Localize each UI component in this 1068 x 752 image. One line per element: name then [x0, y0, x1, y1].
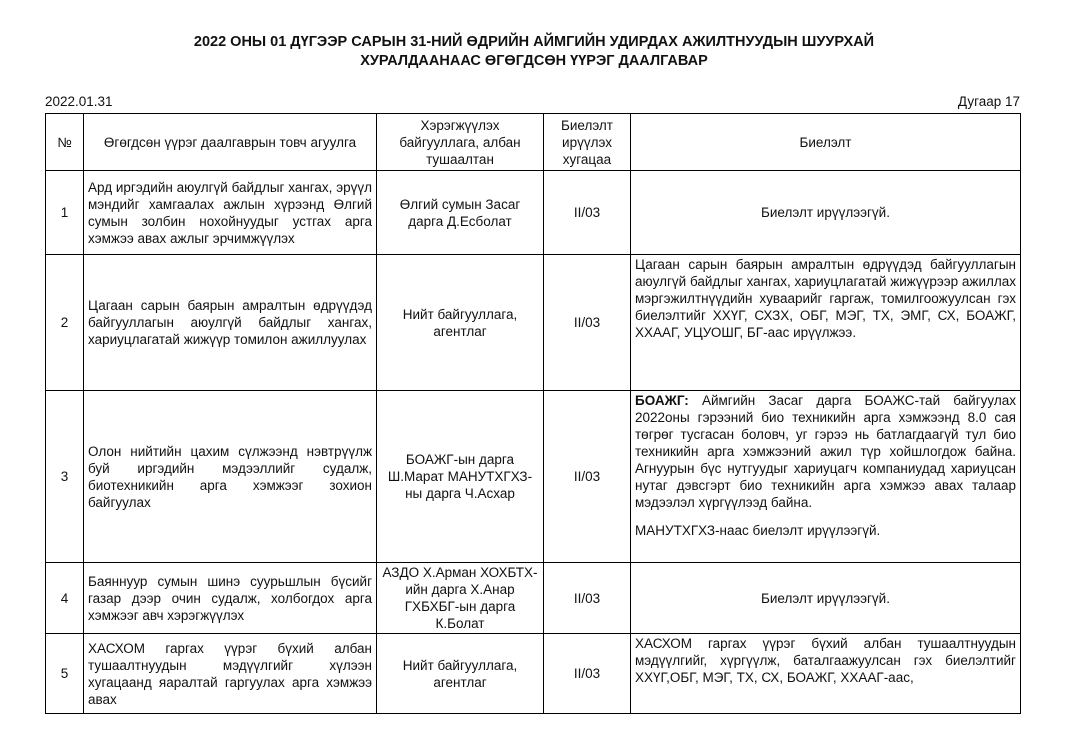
- row-content: Цагаан сарын баярын амралтын өдрүүдэд байгууллагын аюулгүй байдлыг хангах, хариуцлагатай жижүүр томилон ажиллуулах: [84, 255, 377, 391]
- row-number: 4: [46, 563, 84, 634]
- row-result: Биелэлт ирүүлээгүй.: [631, 171, 1021, 255]
- document-title: [0, 33, 1068, 71]
- header-content: Өгөгдсөн үүрэг даалгаврын товч агуулга: [84, 114, 377, 171]
- row-result: Цагаан сарын баярын амралтын өдрүүдэд байгууллагын аюулгүй байдлыг хангах, хариуцлагатай жижүүрээр ажиллах мэргэжилтнүүдийн хуваарийг гаргаж, томилгоожуулсан гэх биелэлтийг ХХҮГ, СХЗХ, ОБГ, МЭГ, ТХ, ЭМГ, СХ, БОАЖГ, ХХААГ, УЦУОШГ, БГ-аас ирүүлжээ.: [631, 255, 1021, 391]
- row-deadline: II/03: [544, 563, 631, 634]
- title-line-1: 2022 ОНЫ 01 ДҮГЭЭР САРЫН 31-НИЙ ӨДРИЙН АЙМГИЙН УДИРДАХ АЖИЛТНУУДЫН ШУУРХАЙ: [193, 34, 875, 50]
- row-number: 2: [46, 255, 84, 391]
- assignments-table: [45, 113, 1021, 714]
- result-org-label: БОАЖГ:: [635, 393, 689, 408]
- header-deadline: Биелэлт ирүүлэх хугацаа: [544, 114, 631, 171]
- result-paragraph: [635, 392, 1016, 511]
- table-row: [46, 255, 1021, 391]
- row-result: ХАСХОМ гаргах үүрэг бүхий албан тушаалтнуудын мэдүүлгийг, хүргүүлж, баталгаажуулсан гэх биелэлтийг ХХҮГ,ОБГ, МЭГ, ТХ, СХ, БОАЖГ, ХХААГ-аас,: [631, 634, 1021, 714]
- table-row: [46, 391, 1021, 563]
- row-deadline: II/03: [544, 255, 631, 391]
- row-responsible: Нийт байгууллага, агентлаг: [377, 634, 544, 714]
- document-meta: [45, 94, 1020, 109]
- row-content: Ард иргэдийн аюулгүй байдлыг хангах, эрүүл мэндийг хамгаалах ажлын хүрээнд Өлгий сумын золбин нохойнуудыг устгах арга хэмжээ авах ажлыг эрчимжүүлэх: [84, 171, 377, 255]
- row-content: ХАСХОМ гаргах үүрэг бүхий албан тушаалтнуудын мэдүүлгийг хүлээн хугацаанд яаралтай гаргуулах арга хэмжээ авах: [84, 634, 377, 714]
- table-header-row: [46, 114, 1021, 171]
- row-responsible: БОАЖГ-ын дарга Ш.Марат МАНУТХГХЗ-ны дарга Ч.Асхар: [377, 391, 544, 563]
- document-date: 2022.01.31: [45, 94, 113, 109]
- header-result: Биелэлт: [631, 114, 1021, 171]
- row-deadline: II/03: [544, 171, 631, 255]
- result-paragraph-2: МАНУТХГХЗ-наас биелэлт ирүүлээгүй.: [635, 523, 881, 538]
- header-responsible: Хэрэгжүүлэх байгууллага, албан тушаалтан: [377, 114, 544, 171]
- row-responsible: Өлгий сумын Засаг дарга Д.Есболат: [377, 171, 544, 255]
- row-deadline: II/03: [544, 634, 631, 714]
- header-no: №: [46, 114, 84, 171]
- row-number: 1: [46, 171, 84, 255]
- row-result: [631, 391, 1021, 563]
- row-number: 3: [46, 391, 84, 563]
- table-row: [46, 634, 1021, 714]
- row-responsible: АЗДО Х.Арман ХОХБТХ-ийн дарга Х.Анар ГХБХБГ-ын дарга К.Болат: [377, 563, 544, 634]
- row-content: Олон нийтийн цахим сүлжээнд нэвтрүүлж буй иргэдийн мэдээллийг судалж, биотехникийн арга хэмжээг зохион байгуулах: [84, 391, 377, 563]
- table-row: [46, 171, 1021, 255]
- result-text: Аймгийн Засаг дарга БОАЖС-тай байгуулах 2022оны гэрээний био техникийн арга хэмжээнд 8.0 сая төгрөг тусгасан боловч, уг гэрээ нь батлагдаагүй тул био техникийн арга хэмжээний ажил түр хойшлогдож байна. Агнуурын бүс нутгуудыг хариуцагч компаниудад хариуцсан нутаг дэвсгэрт био техникийн арга хэмжээ авах талаар мэдээлэл хүргүүлээд байна.: [635, 393, 1016, 510]
- row-result: Биелэлт ирүүлээгүй.: [631, 563, 1021, 634]
- row-number: 5: [46, 634, 84, 714]
- row-deadline: II/03: [544, 391, 631, 563]
- table-row: [46, 563, 1021, 634]
- title-line-2: ХУРАЛДААНААС ӨГӨГДСӨН ҮҮРЭГ ДААЛГАВАР: [360, 53, 708, 69]
- document-number: Дугаар 17: [957, 94, 1020, 109]
- row-content: Баяннуур сумын шинэ суурьшлын бүсийг газар дээр очин судалж, холбогдох арга хэмжээг авч хэрэгжүүлэх: [84, 563, 377, 634]
- row-responsible: Нийт байгууллага, агентлаг: [377, 255, 544, 391]
